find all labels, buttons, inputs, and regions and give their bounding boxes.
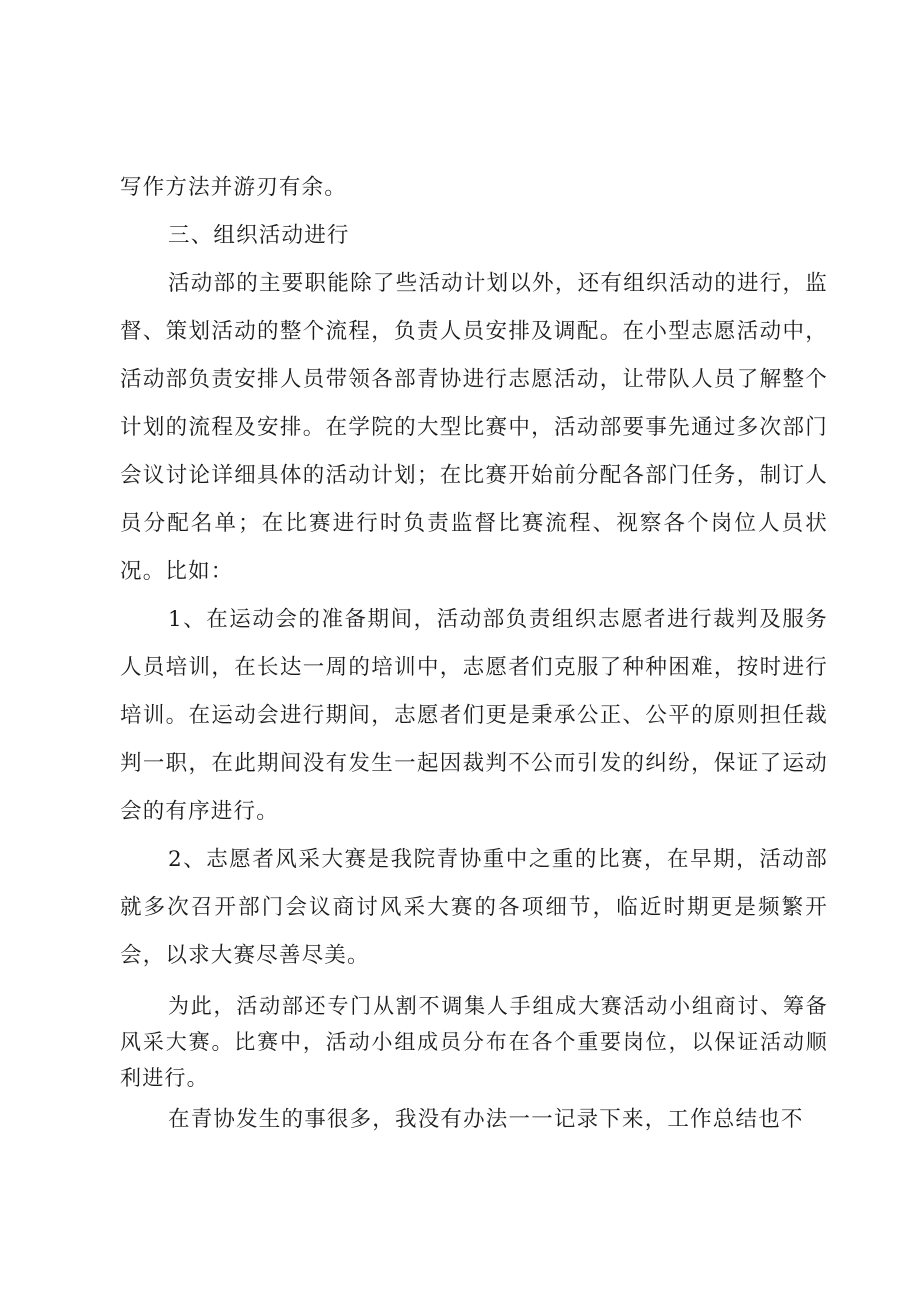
section-heading: 三、组织活动进行 <box>168 223 350 248</box>
paragraph-body: 活动部的主要职能除了些活动计划以外，还有组织活动的进行，监督、策划活动的整个流程，负责人员安排及调配。在小型志愿活动中，活动部负责安排人员带领各部青协进行志愿活动，让带队人员了解整个计划的流程及安排。在学院的大型比赛中，活动部要事先通过多次部门会议讨论详细具体的活动计划；在比赛开始前分配各部门任务，制订人员分配名单；在比赛进行时负责监督比赛流程、视察各个岗位人员状况。比如： <box>120 271 828 584</box>
paragraph-item-2: 2、志愿者风采大赛是我院青协重中之重的比赛，在早期，活动部就多次召开部门会议商讨风采大赛的各项细节，临近时期更是频繁开会，以求大赛尽善尽美。 <box>120 847 828 968</box>
paragraph-body-3: 在青协发生的事很多，我没有办法一一记录下来，工作总结也不 <box>168 1107 804 1132</box>
paragraph-continuation: 写作方法并游刃有余。 <box>120 175 348 200</box>
paragraph-body-2: 为此，活动部还专门从割不调集人手组成大赛活动小组商讨、筹备风采大赛。比赛中，活动小组成员分布在各个重要岗位，以保证活动顺利进行。 <box>120 994 828 1090</box>
paragraph-item-1: 1、在运动会的准备期间，活动部负责组织志愿者进行裁判及服务人员培训，在长达一周的培训中，志愿者们克服了种种困难，按时进行培训。在运动会进行期间，志愿者们更是秉承公正、公平的原则担任裁判一职，在此期间没有发生一起因裁判不公而引发的纠纷，保证了运动会的有序进行。 <box>120 607 828 824</box>
